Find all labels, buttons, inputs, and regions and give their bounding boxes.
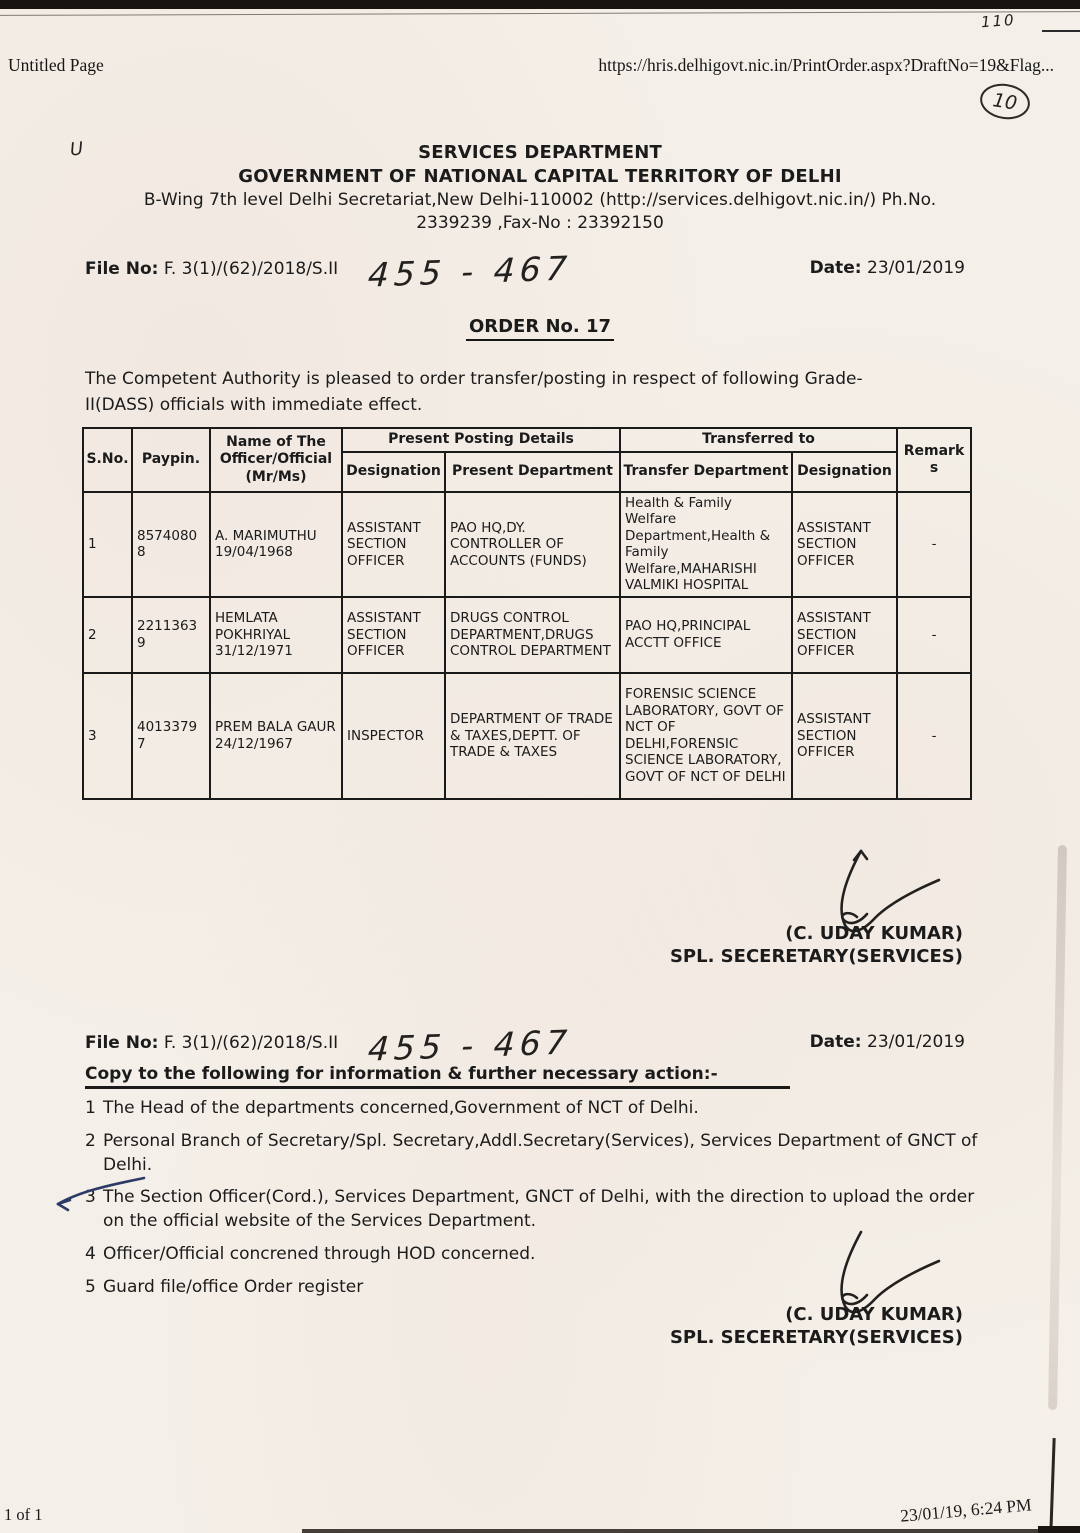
col-header-remarks: Remarks — [897, 428, 971, 492]
order-body-paragraph: The Competent Authority is pleased to order transfer/posting in respect of following Grade-II(DASS) officials with immediate effect. — [85, 369, 863, 415]
signature-block-top — [533, 843, 963, 967]
cell-name — [210, 673, 342, 799]
cell-paypin: 40133797 — [132, 673, 210, 799]
date-line — [810, 1032, 965, 1052]
signatory-name: (C. UDAY KUMAR) — [785, 923, 963, 944]
officer-name: HEMLATA POKHRIYAL — [215, 610, 291, 643]
print-page-url: https://hris.delhigovt.nic.in/PrintOrder.aspx?DraftNo=19&Flag... — [598, 55, 1054, 75]
col-header-designation: Designation — [342, 452, 445, 492]
copy-item-number: 3 — [85, 1187, 96, 1208]
copy-item — [85, 1097, 983, 1121]
col-header-sno: S.No. — [83, 428, 132, 492]
print-header — [8, 55, 1054, 76]
circled-number-text: 10 — [991, 88, 1019, 115]
copy-to-heading: Copy to the following for information & further necessary action:- — [85, 1064, 790, 1089]
order-title — [0, 316, 1080, 337]
copy-item-number: 1 — [85, 1098, 96, 1118]
cell-remarks: - — [897, 597, 971, 673]
cell-designation: ASSISTANT SECTION OFFICER — [342, 492, 445, 597]
date-label: Date: — [809, 258, 862, 278]
cell-present-department: DRUGS CONTROL DEPARTMENT,DRUGS CONTROL DEPARTMENT — [445, 597, 620, 673]
officer-name: PREM BALA GAUR — [215, 719, 336, 736]
scan-right-edge-line — [1049, 1438, 1055, 1533]
signatory-title: SPL. SECERETARY(SERVICES) — [669, 1327, 963, 1348]
col-header-transfer-designation: Designation — [792, 452, 897, 492]
file-no-value: F. 3(1)/(62)/2018/S.II — [163, 259, 339, 279]
table-row — [83, 492, 971, 597]
cell-remarks: - — [897, 673, 971, 799]
copy-item-number: 5 — [85, 1276, 96, 1297]
officer-dob: 19/04/1968 — [215, 544, 293, 561]
officer-name: A. MARIMUTHU — [215, 527, 317, 544]
letterhead-government: GOVERNMENT OF NATIONAL CAPITAL TERRITORY OF DELHI — [238, 166, 842, 187]
scan-bottom-band — [302, 1529, 1080, 1533]
handwritten-circled-number — [978, 80, 1033, 122]
letterhead-address-line2: 2339239 ,Fax-No : 23392150 — [416, 213, 664, 233]
cell-transfer-designation: ASSISTANT SECTION OFFICER — [792, 673, 897, 799]
col-header-present-department: Present Department — [445, 452, 620, 492]
signatory-name: (C. UDAY KUMAR) — [785, 1304, 963, 1325]
cell-sno: 1 — [83, 492, 132, 597]
col-group-transferred-to: Transferred to — [620, 428, 897, 452]
copy-item-text: Officer/Official concrened through HOD concerned. — [103, 1243, 536, 1264]
date-line — [810, 258, 965, 278]
col-group-present-posting: Present Posting Details — [342, 428, 620, 452]
cell-designation: ASSISTANT SECTION OFFICER — [342, 597, 445, 673]
cell-paypin: 85740808 — [132, 492, 210, 597]
copy-item-text: Personal Branch of Secretary/Spl. Secretary,Addl.Secretary(Services), Services Department of GNCT of Delhi. — [103, 1130, 978, 1175]
cell-sno: 2 — [83, 597, 132, 673]
col-header-paypin: Paypin. — [132, 428, 210, 492]
cell-transfer-designation: ASSISTANT SECTION OFFICER — [792, 597, 897, 673]
scan-corner-dash — [1042, 30, 1080, 32]
copy-item — [85, 1130, 983, 1178]
signature-block-bottom — [533, 1224, 963, 1348]
file-number-line-top — [85, 248, 965, 297]
print-page-title: Untitled Page — [8, 55, 104, 75]
scan-edge-band — [0, 0, 1080, 9]
cell-present-department: PAO HQ,DY. CONTROLLER OF ACCOUNTS (FUNDS) — [445, 492, 620, 597]
cell-transfer-department: Health & Family Welfare Department,Health & Family Welfare,MAHARISHI VALMIKI HOSPITAL — [620, 492, 792, 597]
handwritten-arrow-swoosh — [36, 1168, 148, 1220]
copy-item-text: The Section Officer(Cord.), Services Department, GNCT of Delhi, with the direction to upload the order on the official website of the Services Department. — [103, 1187, 975, 1232]
copy-item-text: The Head of the departments concerned,Government of NCT of Delhi. — [103, 1098, 699, 1118]
cell-transfer-department: FORENSIC SCIENCE LABORATORY, GOVT OF NCT OF DELHI,FORENSIC SCIENCE LABORATORY, GOVT OF NCT OF DELHI — [620, 673, 792, 799]
scan-bottom-corner — [1038, 1526, 1080, 1533]
file-no-value: F. 3(1)/(62)/2018/S.II — [163, 1033, 339, 1053]
table-header-group-row — [83, 428, 971, 452]
handwritten-file-range: 455 - 467 — [366, 1022, 573, 1069]
letterhead-department: SERVICES DEPARTMENT — [418, 142, 662, 163]
cell-name — [210, 597, 342, 673]
cell-present-department: DEPARTMENT OF TRADE & TAXES,DEPTT. OF TRADE & TAXES — [445, 673, 620, 799]
transfer-posting-table — [82, 427, 972, 800]
print-timestamp: 23/01/19, 6:24 PM — [899, 1494, 1033, 1526]
table-row — [83, 673, 971, 799]
handwritten-corner-mark: 110 — [980, 10, 1017, 32]
col-header-name: Name of The Officer/Official (Mr/Ms) — [210, 428, 342, 492]
scan-right-streak — [1048, 845, 1067, 1410]
date-label: Date: — [809, 1032, 862, 1052]
copy-item-number: 2 — [85, 1130, 96, 1151]
cell-transfer-department: PAO HQ,PRINCIPAL ACCTT OFFICE — [620, 597, 792, 673]
cell-remarks: - — [897, 492, 971, 597]
officer-dob: 24/12/1967 — [215, 735, 293, 752]
cell-sno: 3 — [83, 673, 132, 799]
date-value: 23/01/2019 — [867, 258, 965, 278]
letterhead — [60, 142, 1020, 233]
file-no-label: File No: — [85, 1033, 159, 1053]
signatory-title: SPL. SECERETARY(SERVICES) — [669, 946, 963, 967]
cell-designation: INSPECTOR — [342, 673, 445, 799]
order-title-text: ORDER No. 17 — [466, 316, 614, 341]
file-no-label: File No: — [85, 259, 159, 279]
cell-transfer-designation: ASSISTANT SECTION OFFICER — [792, 492, 897, 597]
cell-name — [210, 492, 342, 597]
table-row — [83, 597, 971, 673]
col-header-transfer-department: Transfer Department — [620, 452, 792, 492]
handwritten-file-range: 455 - 467 — [366, 248, 573, 295]
cell-paypin: 22113639 — [132, 597, 210, 673]
handwritten-margin-mark: U — [68, 138, 85, 161]
copy-item-number: 4 — [85, 1243, 96, 1264]
scan-edge-line — [0, 11, 1080, 16]
page-indicator: 1 of 1 — [4, 1505, 43, 1524]
copy-item-text: Guard file/office Order register — [103, 1276, 364, 1297]
officer-dob: 31/12/1971 — [215, 643, 293, 660]
letterhead-address-line1: B-Wing 7th level Delhi Secretariat,New Delhi-110002 (http://services.delhigovt.nic.in/) Ph.No. — [143, 190, 937, 210]
date-value: 23/01/2019 — [867, 1032, 965, 1052]
